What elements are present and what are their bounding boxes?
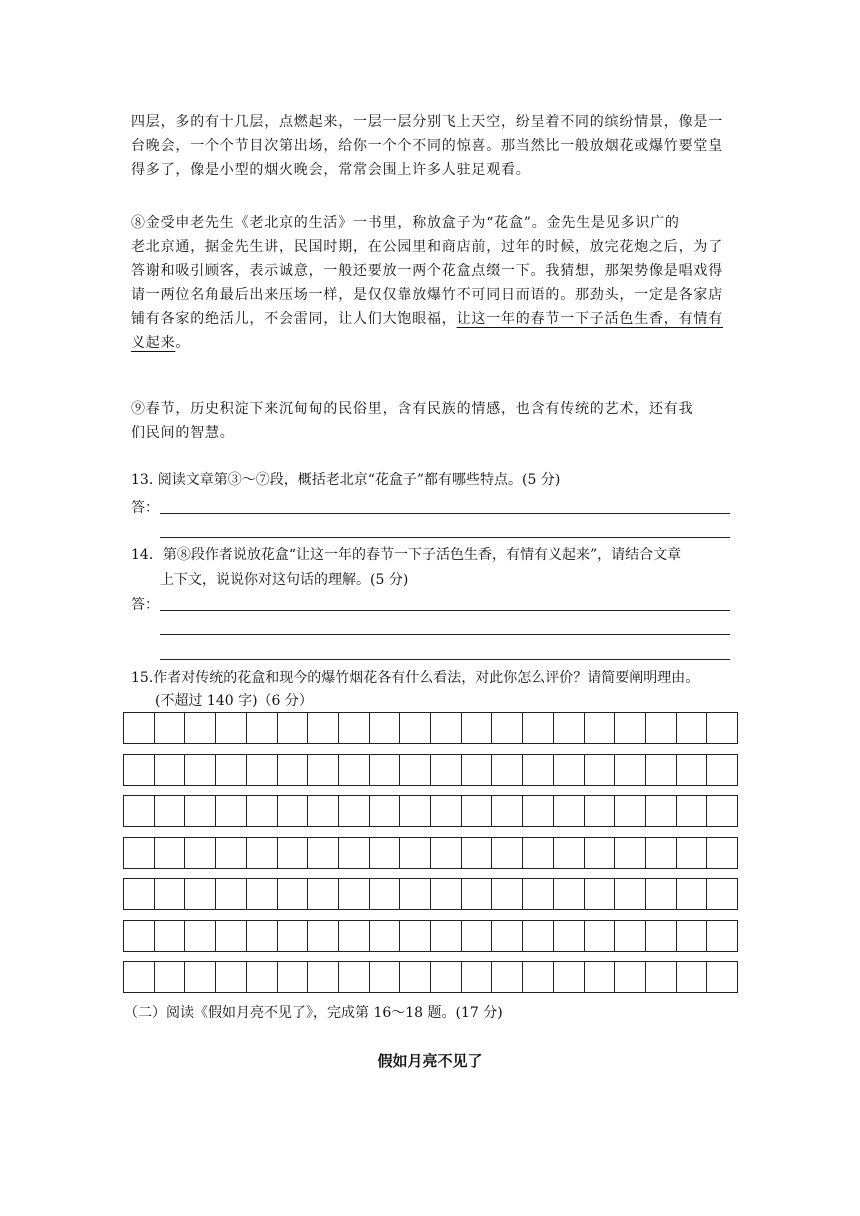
grid-cell[interactable] bbox=[585, 962, 616, 992]
grid-cell[interactable] bbox=[370, 755, 401, 785]
grid-cell[interactable] bbox=[492, 962, 523, 992]
grid-cell[interactable] bbox=[523, 879, 554, 909]
grid-cell[interactable] bbox=[677, 838, 708, 868]
paragraph-7-tail bbox=[131, 110, 731, 182]
grid-cell[interactable] bbox=[677, 879, 708, 909]
question-14-line-2: 上下文，说说你对这句话的理解。(5 分) bbox=[160, 572, 409, 588]
grid-cell[interactable] bbox=[370, 838, 401, 868]
answer-line[interactable] bbox=[160, 659, 730, 660]
grid-cell[interactable] bbox=[615, 755, 646, 785]
underlined-quote: 让这一年的春节一下子活色生香，有情有 bbox=[456, 311, 724, 327]
grid-cell[interactable] bbox=[492, 713, 523, 743]
underlined-quote: 义起来 bbox=[131, 335, 176, 351]
grid-cell[interactable] bbox=[155, 921, 186, 951]
grid-cell[interactable] bbox=[216, 713, 247, 743]
grid-cell[interactable] bbox=[400, 838, 431, 868]
grid-cell[interactable] bbox=[400, 713, 431, 743]
text-line: 得多了，像是小型的烟火晚会，常常会围上许多人驻足观看。 bbox=[131, 162, 531, 178]
grid-cell[interactable] bbox=[155, 755, 186, 785]
grid-cell[interactable] bbox=[677, 755, 708, 785]
grid-cell[interactable] bbox=[216, 962, 247, 992]
grid-cell[interactable] bbox=[370, 713, 401, 743]
grid-cell[interactable] bbox=[308, 921, 339, 951]
grid-cell[interactable] bbox=[554, 713, 585, 743]
paragraph-9 bbox=[131, 397, 731, 445]
grid-cell[interactable] bbox=[247, 713, 278, 743]
grid-cell[interactable] bbox=[677, 796, 708, 826]
grid-row bbox=[123, 712, 738, 744]
grid-cell[interactable] bbox=[370, 796, 401, 826]
grid-cell[interactable] bbox=[185, 962, 216, 992]
grid-cell[interactable] bbox=[124, 962, 155, 992]
grid-cell[interactable] bbox=[339, 838, 370, 868]
grid-cell[interactable] bbox=[707, 713, 737, 743]
grid-cell[interactable] bbox=[278, 713, 309, 743]
grid-cell[interactable] bbox=[185, 879, 216, 909]
grid-cell[interactable] bbox=[523, 838, 554, 868]
grid-row bbox=[123, 754, 738, 786]
grid-cell[interactable] bbox=[155, 713, 186, 743]
grid-cell[interactable] bbox=[523, 796, 554, 826]
grid-cell[interactable] bbox=[308, 838, 339, 868]
grid-cell[interactable] bbox=[247, 755, 278, 785]
grid-cell[interactable] bbox=[523, 755, 554, 785]
grid-cell[interactable] bbox=[431, 879, 462, 909]
grid-cell[interactable] bbox=[370, 921, 401, 951]
grid-cell[interactable] bbox=[677, 713, 708, 743]
paragraph-8 bbox=[131, 211, 731, 355]
grid-cell[interactable] bbox=[124, 838, 155, 868]
grid-cell[interactable] bbox=[554, 879, 585, 909]
grid-cell[interactable] bbox=[707, 796, 737, 826]
grid-cell[interactable] bbox=[523, 713, 554, 743]
grid-cell[interactable] bbox=[431, 838, 462, 868]
grid-cell[interactable] bbox=[400, 796, 431, 826]
grid-cell[interactable] bbox=[339, 879, 370, 909]
question-14-line-1: 14．第⑧段作者说放花盒“让这一年的春节一下子活色生香，有情有义起来”，请结合文章 bbox=[131, 547, 682, 563]
grid-cell[interactable] bbox=[462, 796, 493, 826]
grid-cell[interactable] bbox=[155, 962, 186, 992]
question-13: 13. 阅读文章第③～⑦段，概括老北京“花盒子”都有哪些特点。(5 分) bbox=[131, 472, 561, 488]
grid-cell[interactable] bbox=[278, 962, 309, 992]
grid-cell[interactable] bbox=[247, 838, 278, 868]
text-line: 四层，多的有十几层，点燃起来，一层一层分别飞上天空，纷呈着不同的缤纷情景，像是一 bbox=[131, 114, 723, 130]
grid-cell[interactable] bbox=[646, 879, 677, 909]
grid-cell[interactable] bbox=[308, 796, 339, 826]
grid-cell[interactable] bbox=[677, 921, 708, 951]
grid-cell[interactable] bbox=[308, 713, 339, 743]
grid-cell[interactable] bbox=[492, 838, 523, 868]
grid-cell[interactable] bbox=[400, 962, 431, 992]
grid-cell[interactable] bbox=[247, 962, 278, 992]
text-line: 答谢和吸引顾客，表示诚意，一般还要放一两个花盒点缀一下。我猜想，那架势像是唱戏得 bbox=[131, 263, 723, 279]
grid-cell[interactable] bbox=[308, 962, 339, 992]
text-line: ⑨春节，历史积淀下来沉甸甸的民俗里，含有民族的情感，也含有传统的艺术，还有我 bbox=[131, 401, 694, 417]
grid-cell[interactable] bbox=[554, 921, 585, 951]
grid-cell[interactable] bbox=[646, 796, 677, 826]
grid-cell[interactable] bbox=[400, 879, 431, 909]
grid-cell[interactable] bbox=[707, 755, 737, 785]
grid-cell[interactable] bbox=[370, 879, 401, 909]
text-plain: 。 bbox=[175, 335, 191, 351]
grid-cell[interactable] bbox=[431, 755, 462, 785]
grid-cell[interactable] bbox=[155, 838, 186, 868]
text-line: 老北京通，据金先生讲，民国时期，在公园里和商店前，过年的时候，放完花炮之后，为了 bbox=[131, 239, 723, 255]
answer-label: 答： bbox=[131, 597, 159, 613]
grid-cell[interactable] bbox=[431, 921, 462, 951]
grid-cell[interactable] bbox=[585, 755, 616, 785]
grid-row bbox=[123, 961, 738, 993]
grid-cell[interactable] bbox=[523, 962, 554, 992]
grid-cell[interactable] bbox=[615, 879, 646, 909]
grid-cell[interactable] bbox=[707, 838, 737, 868]
grid-cell[interactable] bbox=[615, 838, 646, 868]
grid-cell[interactable] bbox=[247, 921, 278, 951]
grid-cell[interactable] bbox=[278, 755, 309, 785]
text-line: 们民间的智慧。 bbox=[131, 425, 235, 441]
grid-cell[interactable] bbox=[615, 921, 646, 951]
grid-cell[interactable] bbox=[707, 879, 737, 909]
grid-cell[interactable] bbox=[523, 921, 554, 951]
grid-cell[interactable] bbox=[216, 755, 247, 785]
grid-cell[interactable] bbox=[554, 962, 585, 992]
grid-cell[interactable] bbox=[492, 796, 523, 826]
grid-cell[interactable] bbox=[554, 838, 585, 868]
grid-cell[interactable] bbox=[400, 755, 431, 785]
grid-cell[interactable] bbox=[247, 879, 278, 909]
grid-cell[interactable] bbox=[308, 755, 339, 785]
section-heading: （二）阅读《假如月亮不见了》，完成第 16～18 题。(17 分) bbox=[124, 1005, 503, 1021]
grid-cell[interactable] bbox=[431, 713, 462, 743]
text-line: ⑧金受申老先生《老北京的生活》一书里，称放盒子为“花盒”。金先生是见多识广的 bbox=[131, 215, 680, 231]
article-title: 假如月亮不见了 bbox=[377, 1052, 483, 1070]
grid-cell[interactable] bbox=[216, 838, 247, 868]
grid-cell[interactable] bbox=[400, 921, 431, 951]
grid-cell[interactable] bbox=[216, 921, 247, 951]
grid-cell[interactable] bbox=[431, 796, 462, 826]
text-plain: 铺有各家的绝活儿，不会雷同，让人们大饱眼福， bbox=[131, 311, 457, 327]
grid-cell[interactable] bbox=[646, 755, 677, 785]
grid-cell[interactable] bbox=[492, 879, 523, 909]
grid-cell[interactable] bbox=[585, 921, 616, 951]
answer-label: 答： bbox=[131, 500, 159, 516]
grid-cell[interactable] bbox=[646, 713, 677, 743]
grid-cell[interactable] bbox=[339, 755, 370, 785]
grid-row bbox=[123, 795, 738, 827]
grid-cell[interactable] bbox=[339, 921, 370, 951]
grid-row bbox=[123, 837, 738, 869]
grid-cell[interactable] bbox=[462, 755, 493, 785]
grid-cell[interactable] bbox=[554, 796, 585, 826]
grid-cell[interactable] bbox=[155, 796, 186, 826]
grid-cell[interactable] bbox=[462, 921, 493, 951]
grid-cell[interactable] bbox=[646, 921, 677, 951]
text-line bbox=[131, 307, 731, 331]
answer-line[interactable] bbox=[160, 537, 730, 538]
grid-cell[interactable] bbox=[339, 796, 370, 826]
grid-cell[interactable] bbox=[585, 879, 616, 909]
grid-cell[interactable] bbox=[278, 879, 309, 909]
grid-cell[interactable] bbox=[339, 713, 370, 743]
grid-cell[interactable] bbox=[554, 755, 585, 785]
grid-cell[interactable] bbox=[278, 838, 309, 868]
text-line: 请一两位名角最后出来压场一样，是仅仅靠放爆竹不可同日而语的。那劲头，一定是各家店 bbox=[131, 287, 723, 303]
grid-cell[interactable] bbox=[615, 713, 646, 743]
grid-cell[interactable] bbox=[492, 755, 523, 785]
grid-cell[interactable] bbox=[646, 962, 677, 992]
grid-cell[interactable] bbox=[462, 713, 493, 743]
grid-cell[interactable] bbox=[431, 962, 462, 992]
grid-cell[interactable] bbox=[462, 838, 493, 868]
grid-cell[interactable] bbox=[615, 962, 646, 992]
grid-cell[interactable] bbox=[124, 713, 155, 743]
grid-cell[interactable] bbox=[585, 713, 616, 743]
text-line bbox=[131, 331, 731, 355]
grid-cell[interactable] bbox=[370, 962, 401, 992]
grid-cell[interactable] bbox=[124, 879, 155, 909]
grid-row bbox=[123, 920, 738, 952]
grid-cell[interactable] bbox=[677, 962, 708, 992]
grid-cell[interactable] bbox=[185, 921, 216, 951]
text-line: 台晚会，一个个节目次第出场，给你一个个不同的惊喜。那当然比一般放烟花或爆竹要堂皇 bbox=[131, 138, 723, 154]
grid-cell[interactable] bbox=[308, 879, 339, 909]
grid-cell[interactable] bbox=[707, 962, 737, 992]
question-15-line-1: 15.作者对传统的花盒和现今的爆竹烟花各有什么看法，对此你怎么评价？请简要阐明理由。 bbox=[131, 670, 700, 686]
answer-line[interactable] bbox=[160, 513, 730, 514]
grid-cell[interactable] bbox=[185, 838, 216, 868]
grid-cell[interactable] bbox=[462, 879, 493, 909]
grid-cell[interactable] bbox=[462, 962, 493, 992]
grid-cell[interactable] bbox=[339, 962, 370, 992]
grid-cell[interactable] bbox=[247, 796, 278, 826]
answer-line[interactable] bbox=[160, 610, 730, 611]
grid-cell[interactable] bbox=[707, 921, 737, 951]
grid-cell[interactable] bbox=[216, 879, 247, 909]
grid-cell[interactable] bbox=[646, 838, 677, 868]
grid-cell[interactable] bbox=[615, 796, 646, 826]
grid-row bbox=[123, 878, 738, 910]
question-15-line-2: (不超过 140 字)（6 分） bbox=[155, 693, 313, 709]
grid-cell[interactable] bbox=[124, 796, 155, 826]
grid-cell[interactable] bbox=[185, 755, 216, 785]
grid-cell[interactable] bbox=[492, 921, 523, 951]
grid-cell[interactable] bbox=[585, 838, 616, 868]
grid-cell[interactable] bbox=[185, 713, 216, 743]
grid-cell[interactable] bbox=[124, 755, 155, 785]
grid-cell[interactable] bbox=[216, 796, 247, 826]
grid-cell[interactable] bbox=[278, 921, 309, 951]
answer-line[interactable] bbox=[160, 634, 730, 635]
grid-cell[interactable] bbox=[155, 879, 186, 909]
grid-cell[interactable] bbox=[185, 796, 216, 826]
grid-cell[interactable] bbox=[124, 921, 155, 951]
grid-cell[interactable] bbox=[585, 796, 616, 826]
grid-cell[interactable] bbox=[278, 796, 309, 826]
